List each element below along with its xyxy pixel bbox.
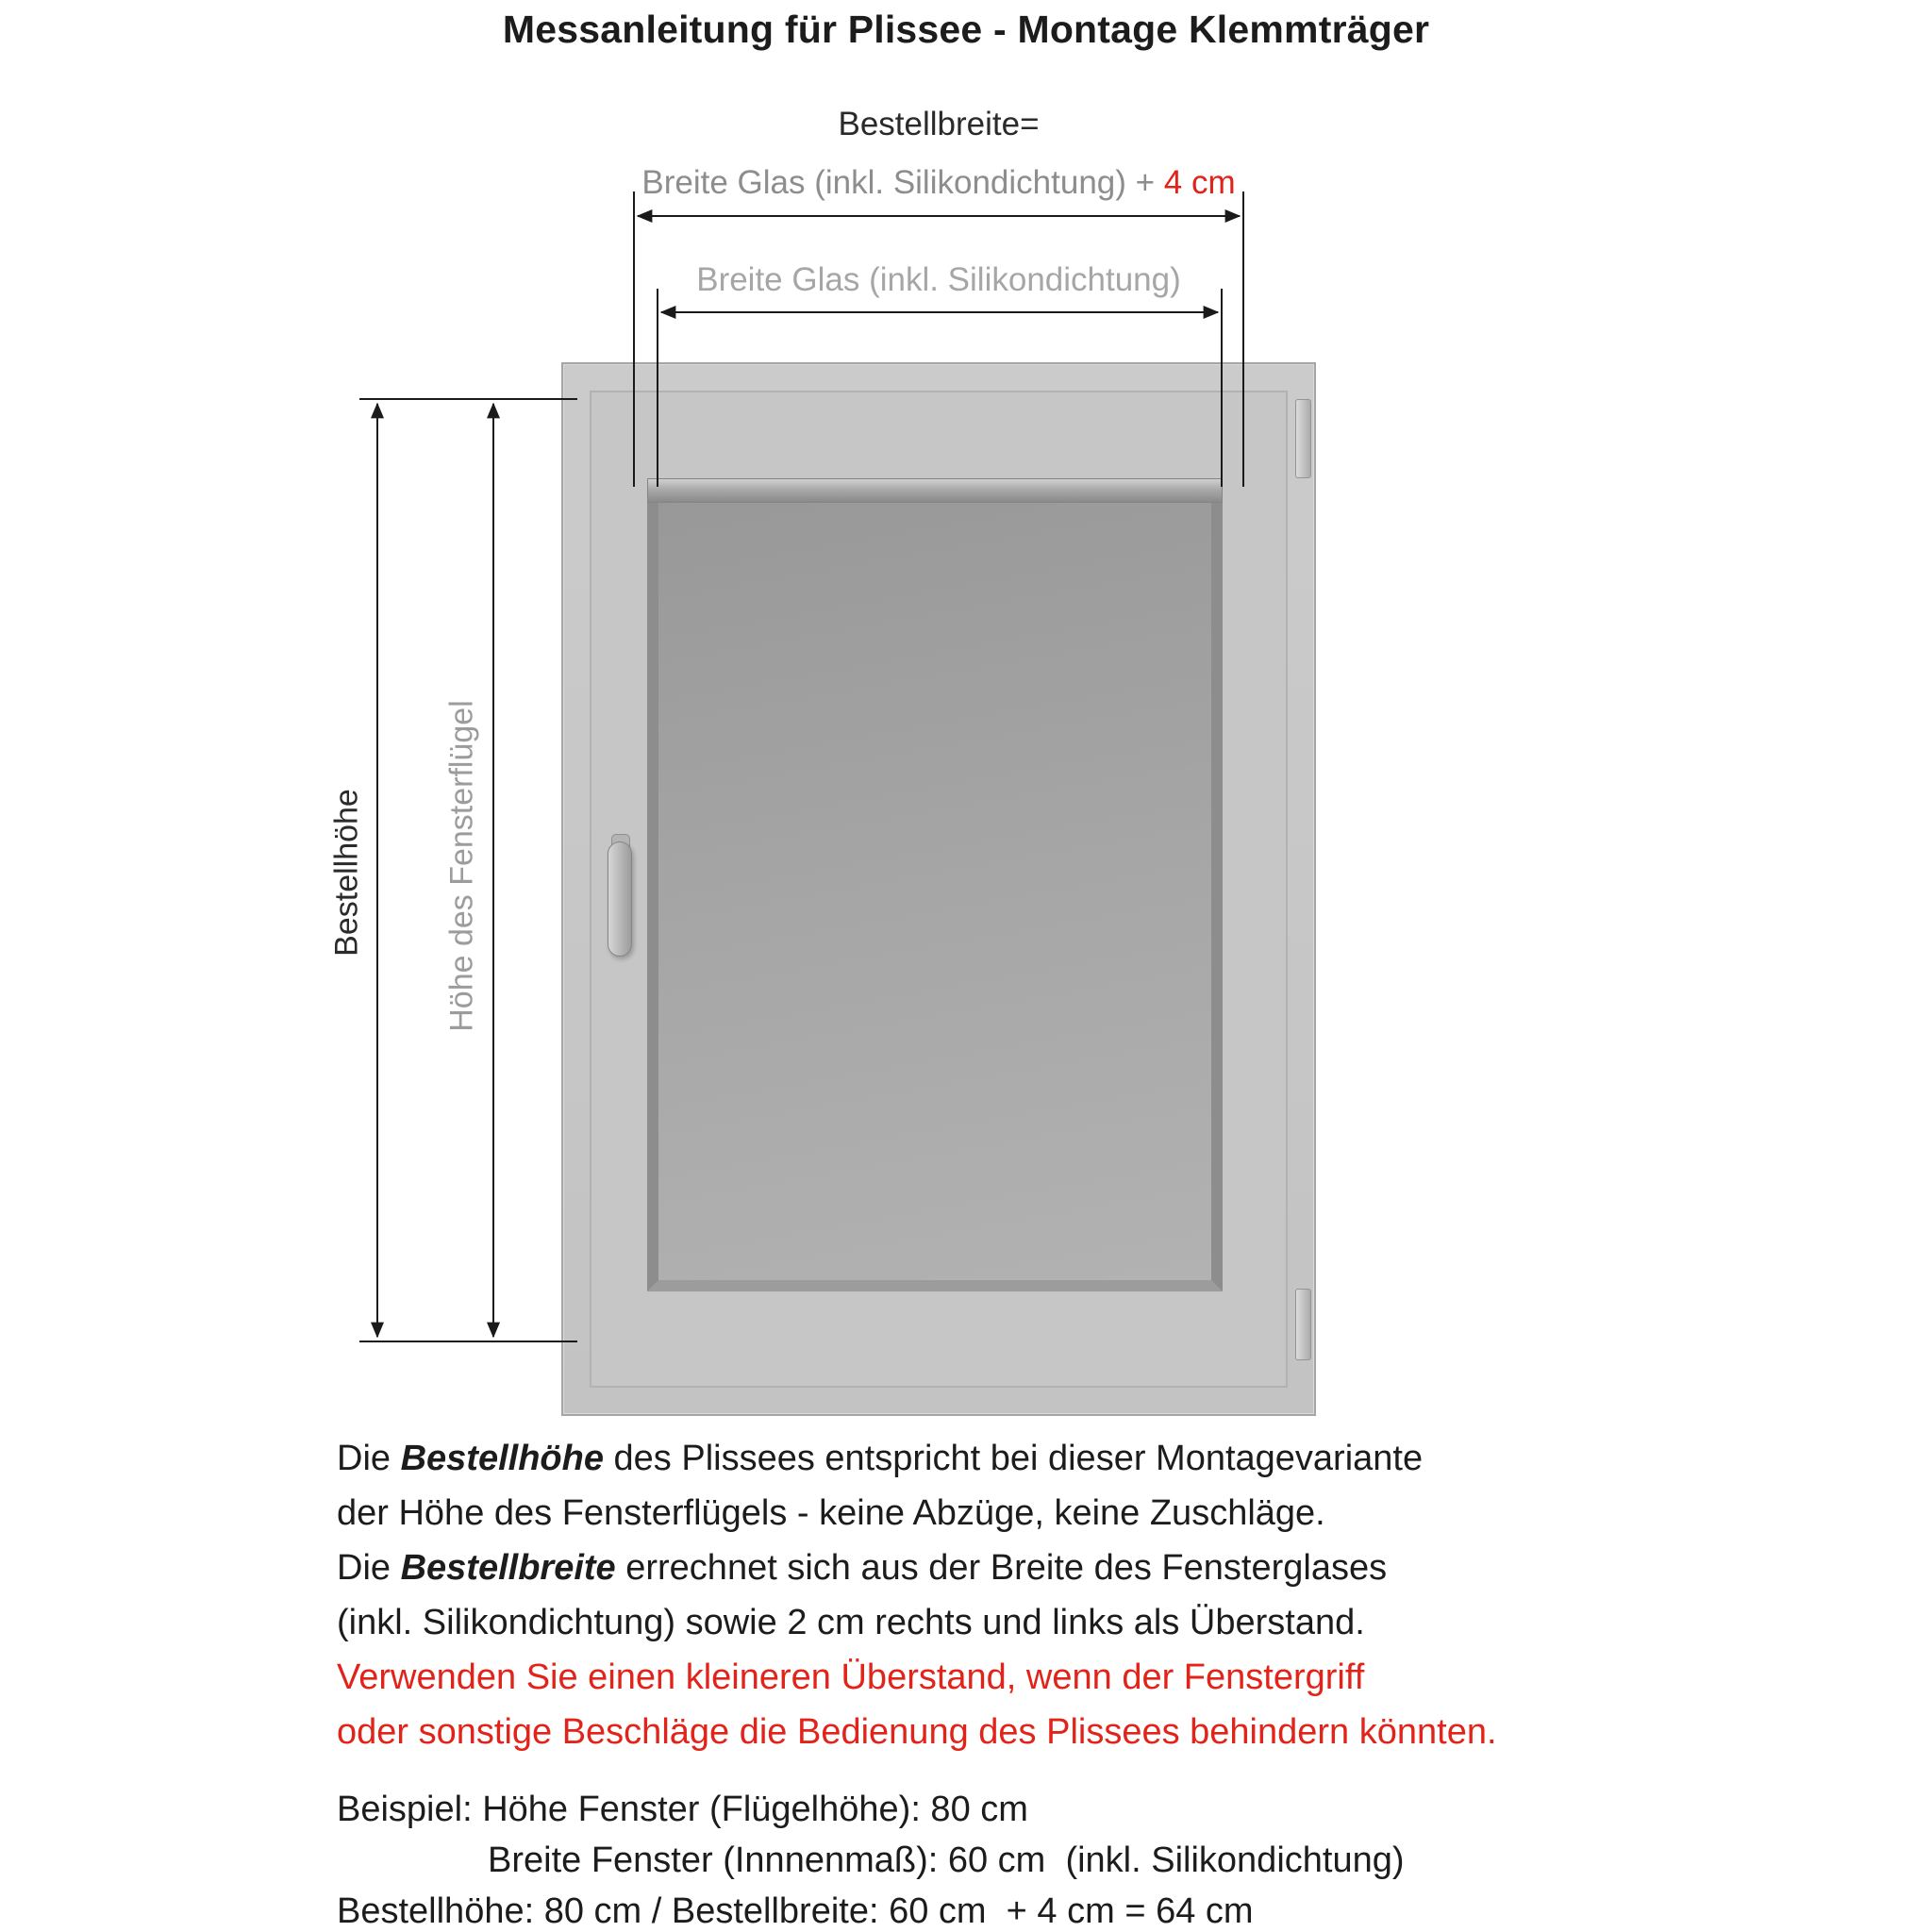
text-segment: Die — [337, 1439, 401, 1478]
paragraph-order-height-line2: der Höhe des Fensterflügels - keine Abzüge, keine Zuschläge. — [337, 1493, 1325, 1533]
description-text — [337, 1431, 1865, 1932]
text-segment: Die — [337, 1548, 401, 1588]
window-hinge-top — [1295, 399, 1311, 478]
paragraph-order-width-line2: (inkl. Silikondichtung) sowie 2 cm rechts und links als Überstand. — [337, 1603, 1365, 1642]
window-hinge-bottom — [1295, 1289, 1311, 1360]
window-illustration — [561, 362, 1316, 1416]
plissee-top-rail — [647, 478, 1223, 503]
order-height-term: Bestellhöhe — [400, 1439, 604, 1478]
text-segment: des Plissees entspricht bei dieser Montagevariante — [603, 1439, 1424, 1478]
warning-line1: Verwenden Sie einen kleineren Überstand, wenn der Fenstergriff — [337, 1657, 1365, 1697]
example-line3: Bestellhöhe: 80 cm / Bestellbreite: 60 cm + 4 cm = 64 cm — [337, 1891, 1254, 1931]
example-block — [337, 1784, 1865, 1932]
glass-width-plus-label — [641, 164, 1235, 202]
glass-width-plus-red-text: 4 cm — [1163, 164, 1236, 201]
window-handle — [608, 841, 632, 957]
window-glass — [647, 478, 1223, 1291]
glass-width-label: Breite Glas (inkl. Silikondichtung) — [696, 261, 1181, 298]
text-segment: errechnet sich aus der Breite des Fensterglases — [615, 1548, 1388, 1588]
order-height-label: Bestellhöhe — [328, 789, 365, 957]
example-line2: Breite Fenster (Innnenmaß): 60 cm (inkl. Silikondichtung) — [488, 1840, 1405, 1880]
paragraph-order-height-line1 — [337, 1431, 1865, 1486]
page-title: Messanleitung für Plissee - Montage Klemmträger — [502, 8, 1430, 51]
paragraph-order-width-line1 — [337, 1541, 1865, 1595]
order-width-label: Bestellbreite= — [838, 106, 1040, 142]
sash-height-label: Höhe des Fensterflügel — [443, 700, 480, 1032]
order-width-term: Bestellbreite — [400, 1548, 616, 1588]
glass-width-plus-text: Breite Glas (inkl. Silikondichtung) + — [641, 164, 1164, 201]
example-line1: Beispiel: Höhe Fenster (Flügelhöhe): 80 cm — [337, 1790, 1028, 1829]
warning-line2: oder sonstige Beschläge die Bedienung des Plissees behindern könnten. — [337, 1712, 1497, 1752]
